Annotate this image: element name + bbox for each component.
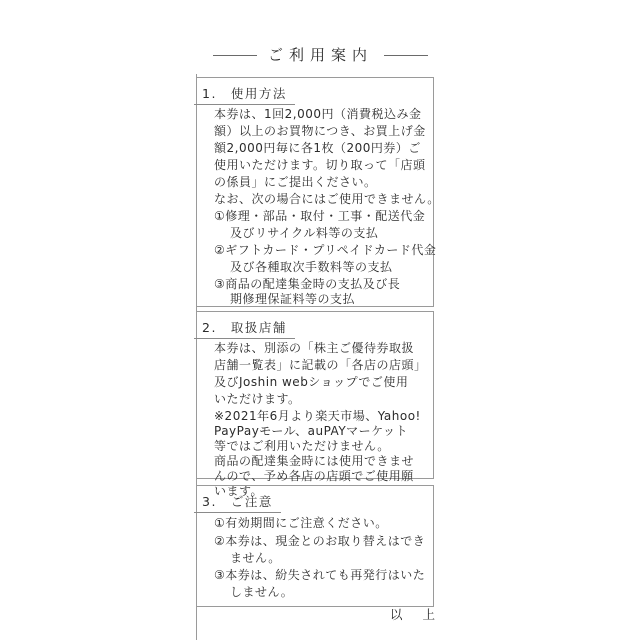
text-line: 使用いただけます。切り取って「店頭 (214, 158, 426, 172)
section-precautions (196, 485, 434, 607)
text-line: 額2,000円毎に各1枚（200円券）ご (214, 141, 421, 155)
header-rule-right (384, 55, 428, 56)
text-line: 商品の配達集金時には使用できませ (214, 454, 415, 468)
note-line: 等ではご利用いただけません。 (214, 439, 390, 453)
section-heading-text: 1. 使用方法 (202, 86, 287, 101)
section-heading (202, 318, 287, 338)
text-line: なお、次の場合にはご使用できません。 (214, 192, 440, 206)
list-item: ②ギフトカード・プリペイドカード代金 (214, 243, 437, 257)
list-item-continued: 期修理保証料等の支払 (230, 292, 356, 306)
section-handling-stores (196, 311, 434, 498)
text-line: の係員」にご提出ください。 (214, 175, 377, 189)
text-line: んので、予め各店の店頭でご使用願 (214, 469, 414, 483)
text-line: 及びJoshin webショップでご使用 (214, 375, 409, 389)
list-item: ②本券は、現金とのお取り替えはでき (214, 534, 426, 548)
section-heading-text: 2. 取扱店舗 (202, 320, 287, 335)
list-item: ③商品の配達集金時の支払及び長 (214, 277, 401, 291)
list-item: ①有効期間にご注意ください。 (214, 516, 388, 530)
note-line: PayPayモール、auPAYマーケット (214, 424, 409, 438)
text-line: 店舗一覧表」に記載の「各店の店頭」 (214, 358, 427, 372)
text-line: いただけます。 (214, 392, 301, 406)
list-item-continued: 及び各種取次手数料等の支払 (230, 260, 393, 274)
list-item: ③本券は、紛失されても再発行はいた (214, 568, 426, 582)
text-line: 額）以上のお買物につき、お買上げ金 (214, 124, 426, 138)
page-title: ご利用案内 (267, 46, 373, 64)
list-item-continued: 及びリサイクル料等の支払 (230, 226, 379, 240)
list-item-continued: しません。 (230, 585, 294, 599)
header-rule-left (213, 55, 257, 56)
section-heading (202, 84, 287, 104)
section-usage-method (196, 77, 440, 307)
note-line: ※2021年6月より楽天市場、Yahoo! (214, 409, 421, 423)
text-line: 本券は、別添の「株主ご優待券取扱 (214, 341, 415, 355)
text-line: 本券は、1回2,000円（消費税込み金 (214, 107, 422, 121)
list-item-continued: ません。 (230, 551, 281, 565)
closing-mark: 以 上 (390, 607, 443, 622)
list-item: ①修理・部品・取付・工事・配送代金 (214, 209, 426, 223)
text-line: います。 (214, 484, 264, 498)
section-heading-text: 3. ご注意 (202, 494, 273, 509)
section-heading (202, 492, 273, 512)
heading-underline (194, 512, 281, 513)
guide-header (213, 42, 428, 68)
